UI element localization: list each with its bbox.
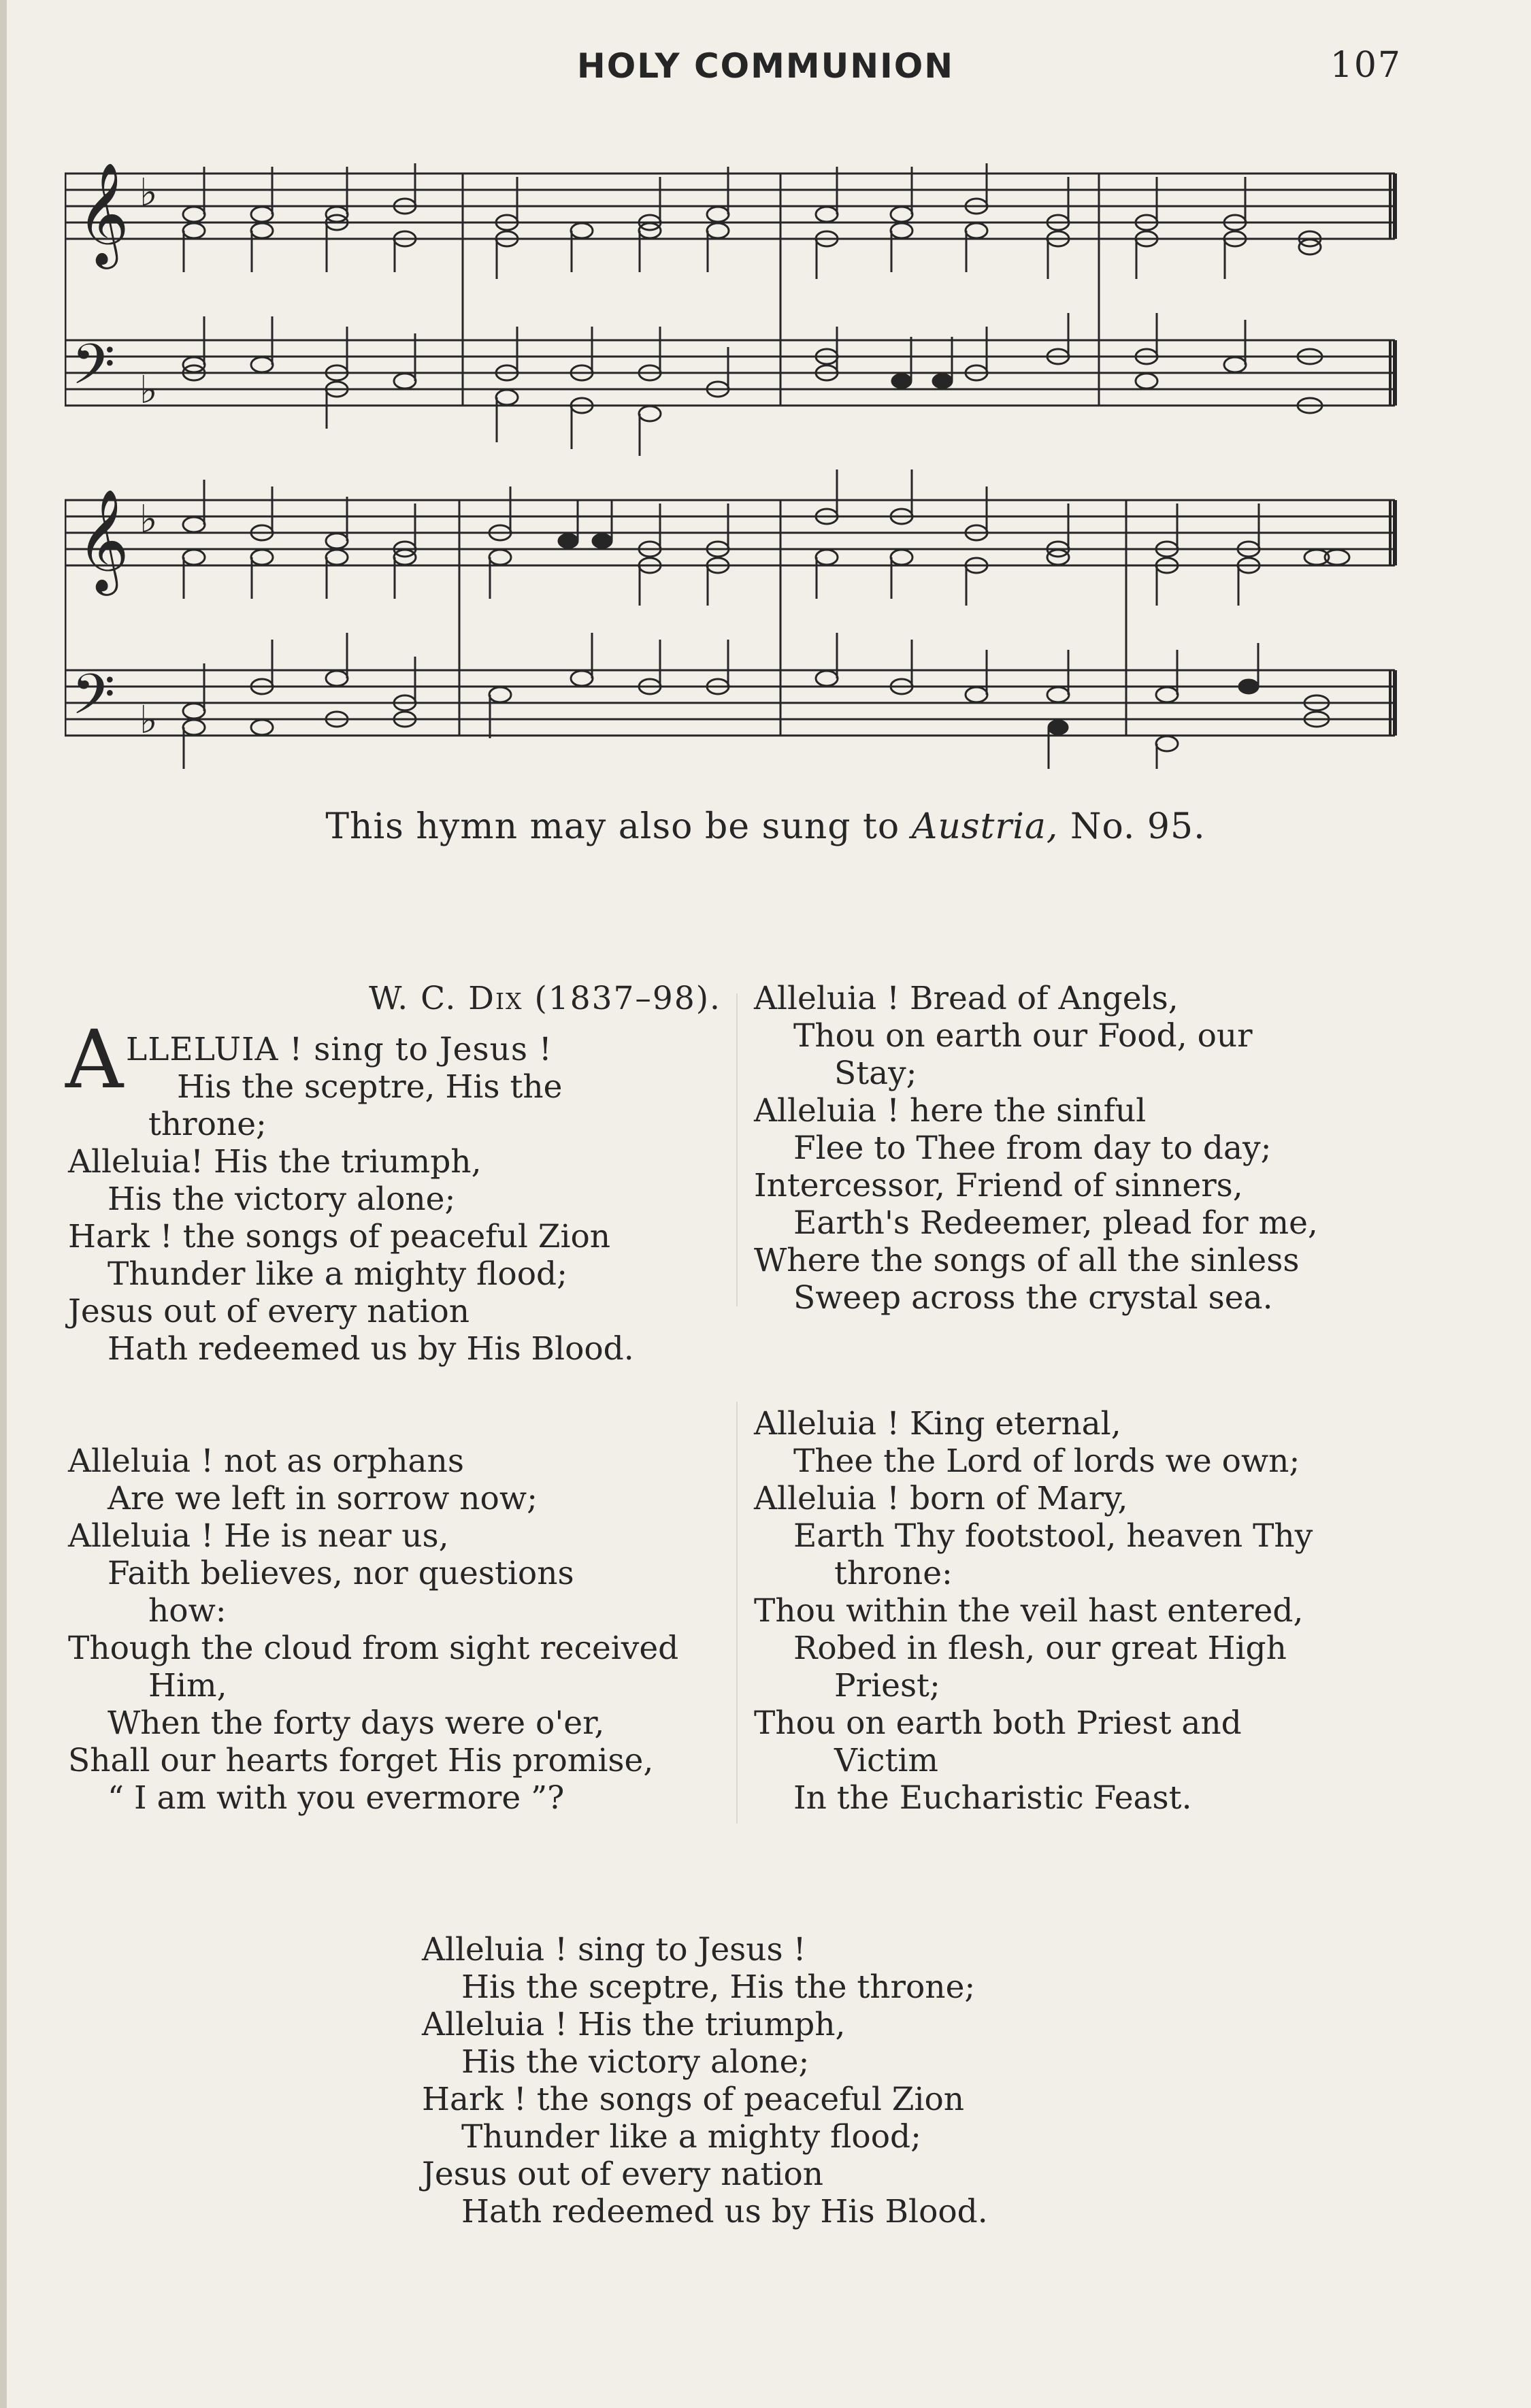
bass-clef: 𝄢	[71, 331, 116, 411]
verse-line: Him,	[148, 1667, 227, 1704]
verse-line: Thunder like a mighty flood;	[461, 2118, 921, 2156]
verse-line: Robed in flesh, our great High	[793, 1630, 1287, 1667]
verse-line: Flee to Thee from day to day;	[793, 1129, 1272, 1167]
verse-line: Alleluia ! King eternal,	[754, 1405, 1121, 1442]
verse-line: “ I am with you evermore ”?	[108, 1779, 565, 1817]
verse-line: Thou on earth both Priest and	[754, 1704, 1242, 1742]
verse-line: Priest;	[834, 1667, 940, 1704]
verse-line: Victim	[834, 1742, 938, 1779]
clefs-2	[71, 488, 157, 742]
verse-line: Alleluia! His the triumph,	[68, 1143, 482, 1181]
verse-line: Intercessor, Friend of sinners,	[754, 1167, 1243, 1204]
flat-sign: ♭	[139, 171, 158, 215]
notes-2	[183, 469, 1349, 769]
page-edge	[0, 0, 7, 2408]
verse-line: Alleluia ! not as orphans	[68, 1442, 464, 1480]
verse-line: Alleluia ! He is near us,	[68, 1517, 449, 1555]
verse-line: Hath redeemed us by His Blood.	[108, 1330, 634, 1368]
flat-sign: ♭	[139, 497, 158, 542]
treble-staff	[65, 500, 1395, 565]
verse-line: Thou within the veil hast entered,	[754, 1592, 1304, 1630]
alternate-tune-note	[0, 806, 1531, 847]
author-dates: (1837–98).	[534, 980, 721, 1017]
page-number: 107	[1330, 45, 1402, 86]
verse-line: Hath redeemed us by His Blood.	[461, 2193, 988, 2230]
verse-line: how:	[148, 1592, 227, 1630]
verse-line: Are we left in sorrow now;	[108, 1480, 538, 1517]
verse-line: Thunder like a mighty flood;	[108, 1255, 567, 1293]
verse-line: Alleluia ! here the sinful	[754, 1092, 1147, 1129]
verse-4	[754, 1405, 1407, 1817]
verse-line: Shall our hearts forget His promise,	[68, 1742, 654, 1779]
verse-line: Jesus out of every nation	[68, 1293, 470, 1330]
drop-cap: A	[65, 1012, 124, 1106]
verse-line: Alleluia ! sing to Jesus !	[422, 1931, 806, 1968]
verse-line: His the sceptre, His the	[177, 1068, 563, 1106]
verse-line: Alleluia ! His the triumph,	[422, 2006, 846, 2043]
verse-line: throne;	[148, 1106, 267, 1143]
verse-line: Where the songs of all the sinless	[754, 1242, 1300, 1279]
verse-line: Thee the Lord of lords we own;	[793, 1442, 1300, 1480]
bass-clef: 𝄢	[71, 661, 116, 741]
verse-line: throne:	[834, 1555, 953, 1592]
verse-2	[68, 1442, 721, 1817]
verse-line: Hark ! the songs of peaceful Zion	[68, 1218, 611, 1255]
verse-line: His the victory alone;	[108, 1181, 456, 1218]
verse-line: LLELUIA ! sing to Jesus !	[126, 1031, 553, 1068]
music-system-1	[65, 174, 1395, 406]
tune-name: Austria,	[911, 806, 1059, 847]
clefs-1	[71, 161, 157, 412]
column-separator	[736, 1402, 738, 1824]
author-name: W. C. Dix	[369, 980, 523, 1017]
verse-1	[68, 1031, 714, 1368]
verse-3	[754, 980, 1407, 1317]
verse-line: In the Eucharistic Feast.	[793, 1779, 1192, 1817]
column-separator	[736, 993, 738, 1306]
treble-notes	[183, 163, 1321, 279]
author-attribution	[320, 980, 721, 1017]
verse-line: Jesus out of every nation	[422, 2156, 824, 2193]
verse-line: Though the cloud from sight received	[68, 1630, 679, 1667]
verse-5	[422, 1931, 1143, 2230]
verse-line: Earth's Redeemer, plead for me,	[793, 1204, 1318, 1242]
note-suffix: No. 95.	[1058, 806, 1206, 847]
verse-line: Alleluia ! Bread of Angels,	[754, 980, 1179, 1017]
verse-line: Stay;	[834, 1055, 917, 1092]
note-prefix: This hymn may also be sung to	[325, 806, 912, 847]
verse-line: Faith believes, nor questions	[108, 1555, 574, 1592]
verse-line: When the forty days were o'er,	[108, 1704, 605, 1742]
treble-clef: 𝄞	[77, 161, 129, 265]
running-head: HOLY COMMUNION	[576, 46, 955, 86]
verse-line: Thou on earth our Food, our	[793, 1017, 1253, 1055]
barlines	[463, 174, 1395, 406]
verse-line: His the victory alone;	[461, 2043, 810, 2081]
flat-sign: ♭	[139, 368, 158, 412]
verse-line: Earth Thy footstool, heaven Thy	[793, 1517, 1313, 1555]
music-score	[65, 156, 1405, 769]
bass-notes	[183, 313, 1322, 456]
flat-sign: ♭	[139, 698, 158, 742]
verse-line: Hark ! the songs of peaceful Zion	[422, 2081, 965, 2118]
music-system-2	[65, 500, 1395, 736]
verse-line: His the sceptre, His the throne;	[461, 1968, 976, 2006]
verse-line: Sweep across the crystal sea.	[793, 1279, 1273, 1317]
verse-line: Alleluia ! born of Mary,	[754, 1480, 1128, 1517]
treble-notes	[183, 469, 1349, 606]
bass-notes	[183, 633, 1329, 769]
treble-clef: 𝄞	[77, 488, 129, 591]
